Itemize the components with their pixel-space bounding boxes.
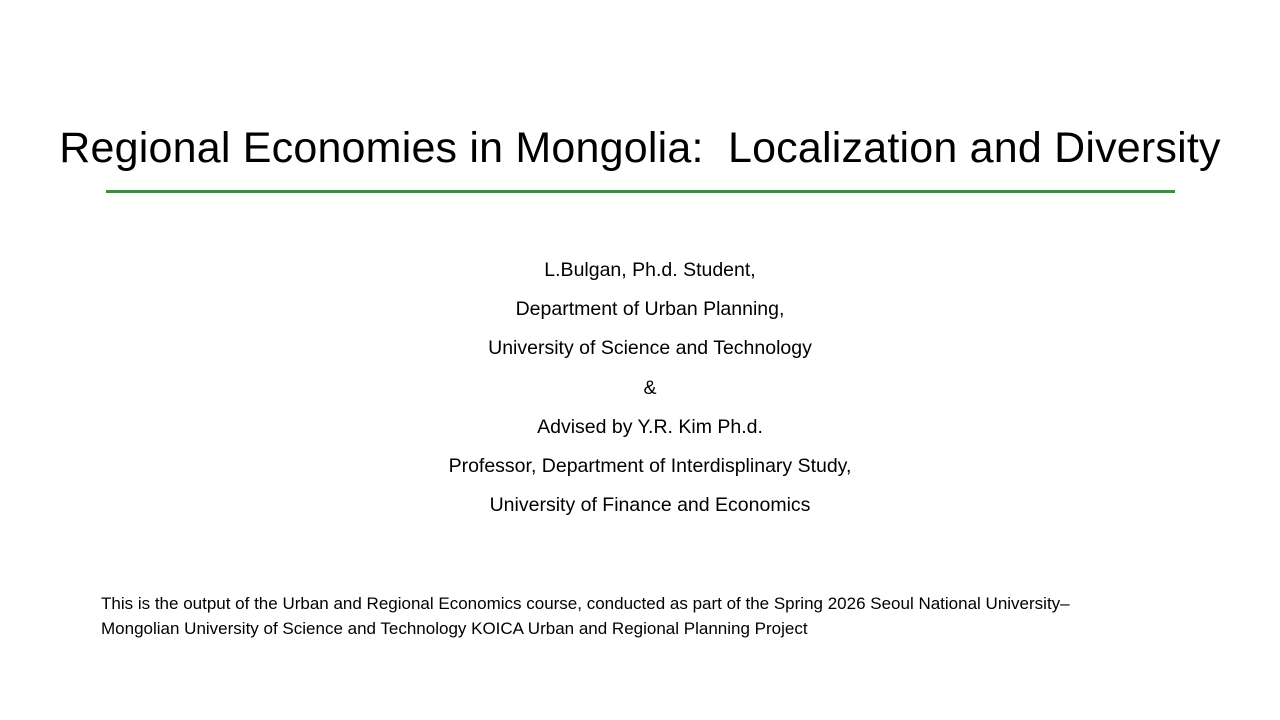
- title-underline-rule: [106, 190, 1175, 193]
- advisor-name-line: Advised by Y.R. Kim Ph.d.: [537, 415, 763, 438]
- footnote-line-2: Mongolian University of Science and Technology KOICA Urban and Regional Planning Project: [101, 619, 808, 638]
- author-department-line: Department of Urban Planning,: [515, 298, 785, 321]
- advisor-university-line: University of Finance and Economics: [489, 494, 811, 517]
- author-name-line: L.Bulgan, Ph.d. Student,: [544, 259, 756, 281]
- project-footnote: [101, 591, 1231, 641]
- ampersand-line: &: [643, 376, 657, 399]
- slide-title: Regional Economies in Mongolia: Localization and Diversity: [59, 124, 1221, 172]
- advisor-position-line: Professor, Department of Interdisplinary Study,: [448, 455, 852, 478]
- author-block: [0, 251, 1280, 525]
- author-university-line: University of Science and Technology: [488, 337, 812, 360]
- footnote-line-1: This is the output of the Urban and Regional Economics course, conducted as part of the Spring 2026 Seoul National University–: [101, 594, 1070, 613]
